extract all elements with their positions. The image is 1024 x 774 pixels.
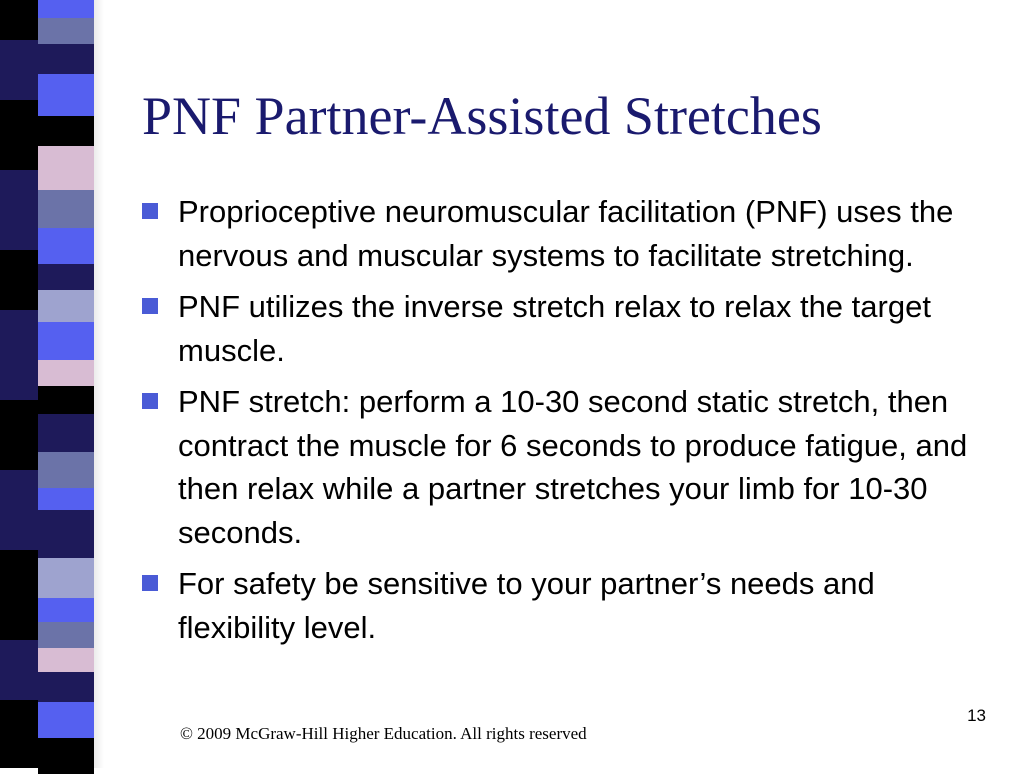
square-bullet-icon [142,298,158,314]
strip-block [38,738,94,774]
strip-block [38,488,94,510]
strip-block [0,700,38,768]
bullet-item [140,562,1000,649]
strip-edge [94,0,104,768]
strip-block [0,470,38,550]
bullet-item [140,285,1000,372]
strip-block [38,360,94,386]
strip-block [0,250,38,310]
copyright-footer: © 2009 McGraw-Hill Higher Education. All rights reserved [180,724,587,743]
strip-block [38,510,94,558]
strip-block [38,702,94,738]
strip-block [0,400,38,470]
strip-block [38,290,94,322]
strip-block [38,386,94,414]
bullet-list [140,190,1000,657]
strip-block [0,40,38,100]
bullet-item [140,380,1000,554]
bullet-text: PNF stretch: perform a 10-30 second static stretch, then contract the muscle for 6 seconds to produce fatigue, and then relax while a partner stretches your limb for 10-30 seconds. [178,384,968,550]
strip-block [38,228,94,264]
strip-block [38,116,94,146]
strip-block [38,414,94,452]
strip-block [38,18,94,44]
strip-block [38,598,94,622]
bullet-item [140,190,1000,277]
strip-block [0,550,38,640]
strip-block [38,74,94,116]
page-number: 13 [967,706,986,725]
strip-block [0,0,38,40]
strip-block [38,264,94,290]
bullet-text: Proprioceptive neuromuscular facilitation (PNF) uses the nervous and muscular systems to facilitate stretching. [178,194,954,273]
strip-block [38,190,94,228]
slide-title: PNF Partner-Assisted Stretches [142,86,822,146]
strip-block [38,622,94,648]
bullet-text: PNF utilizes the inverse stretch relax to relax the target muscle. [178,289,931,368]
strip-block [38,146,94,190]
strip-block [38,672,94,702]
strip-block [0,170,38,250]
strip-block [38,44,94,74]
strip-block [38,452,94,488]
strip-block [38,322,94,360]
strip-block [0,100,38,170]
square-bullet-icon [142,575,158,591]
square-bullet-icon [142,203,158,219]
strip-block [38,558,94,598]
strip-block [38,648,94,672]
bullet-text: For safety be sensitive to your partner’s needs and flexibility level. [178,566,875,645]
square-bullet-icon [142,393,158,409]
strip-block [38,0,94,18]
decorative-side-strip [0,0,104,768]
strip-block [0,640,38,700]
strip-block [0,310,38,400]
